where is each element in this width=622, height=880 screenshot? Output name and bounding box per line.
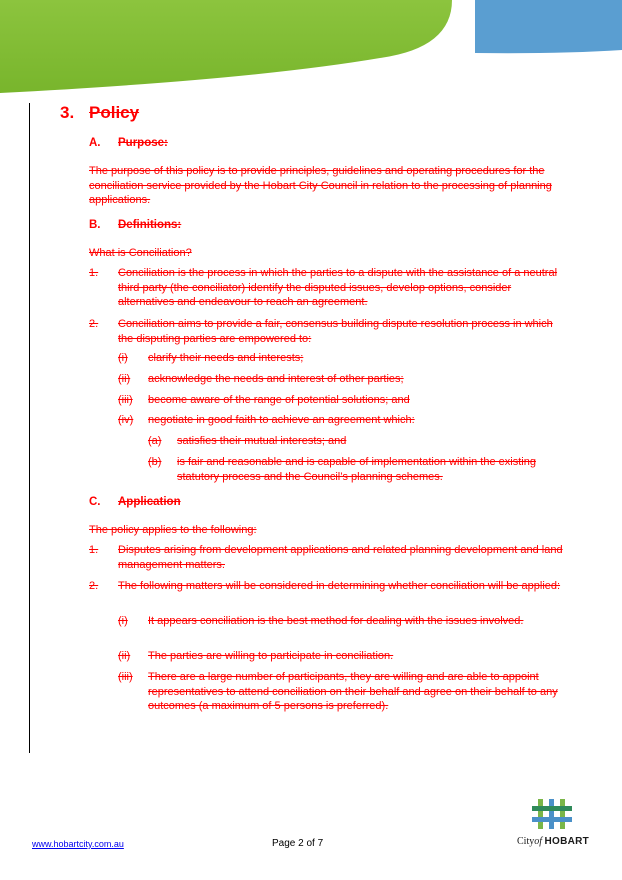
- list-item: 2. The following matters will be considered in determining whether conciliation will be applied:: [89, 580, 561, 592]
- section-heading-policy: [60, 103, 139, 123]
- sub-list-item: (i) It appears conciliation is the best method for dealing with the issues involved.: [118, 615, 524, 627]
- heading-purpose: A. Purpose:: [89, 137, 168, 149]
- section-title: Policy: [89, 103, 140, 122]
- heading-application: C. Application: [89, 496, 181, 508]
- sub-list-item: (iii) become aware of the range of potential solutions; and: [118, 394, 410, 406]
- sub-list-item: (i) clarify their needs and interests;: [118, 352, 304, 364]
- sub-list-item: (iv) negotiate in good faith to achieve an agreement which:: [118, 414, 415, 426]
- sub-sub-list-item: (a) satisfies their mutual interests; and: [148, 435, 347, 447]
- purpose-text: The purpose of this policy is to provide principles, guidelines and operating procedures for the conciliation service provided by the Hobart City Council in relation to the processing of planning applications.: [89, 165, 552, 206]
- sub-list-item: (iii) There are a large number of participants, they are willing and are able to appoint representatives to attend conciliation on their behalf and agree on their behalf to any outcomes (a maximum of 5 persons is preferred).: [118, 671, 558, 712]
- website-link[interactable]: www.hobartcity.com.au: [32, 839, 124, 849]
- logo-wordmark: Cityof HOBART: [517, 836, 590, 847]
- list-item: 2. Conciliation aims to provide a fair, consensus building dispute resolution process in which the disputing parties are empowered to:: [89, 318, 553, 345]
- application-intro: The policy applies to the following:: [89, 524, 257, 536]
- header-banner: [0, 0, 622, 95]
- list-item: 1. Disputes arising from development applications and related planning development and land management matters.: [89, 544, 563, 571]
- definitions-question: What is Conciliation?: [89, 247, 192, 259]
- sub-list-item: (ii) The parties are willing to participate in conciliation.: [118, 650, 394, 662]
- list-item: 1. Conciliation is the process in which the parties to a dispute with the assistance of a neutral third party (the conciliator) identify the disputed issues, develop options, consider alternatives and endeavour to reach an agreement.: [89, 267, 558, 308]
- sub-sub-list-item: (b) is fair and reasonable and is capable of implementation within the existing statutory process and the Council’s planning schemes.: [148, 456, 536, 483]
- revision-bar: [29, 103, 30, 753]
- heading-definitions: B. Definitions:: [89, 219, 182, 231]
- section-number: 3.: [60, 103, 75, 122]
- page-number: Page 2 of 7: [272, 838, 324, 849]
- sub-list-item: (ii) acknowledge the needs and interest of other parties;: [118, 373, 404, 385]
